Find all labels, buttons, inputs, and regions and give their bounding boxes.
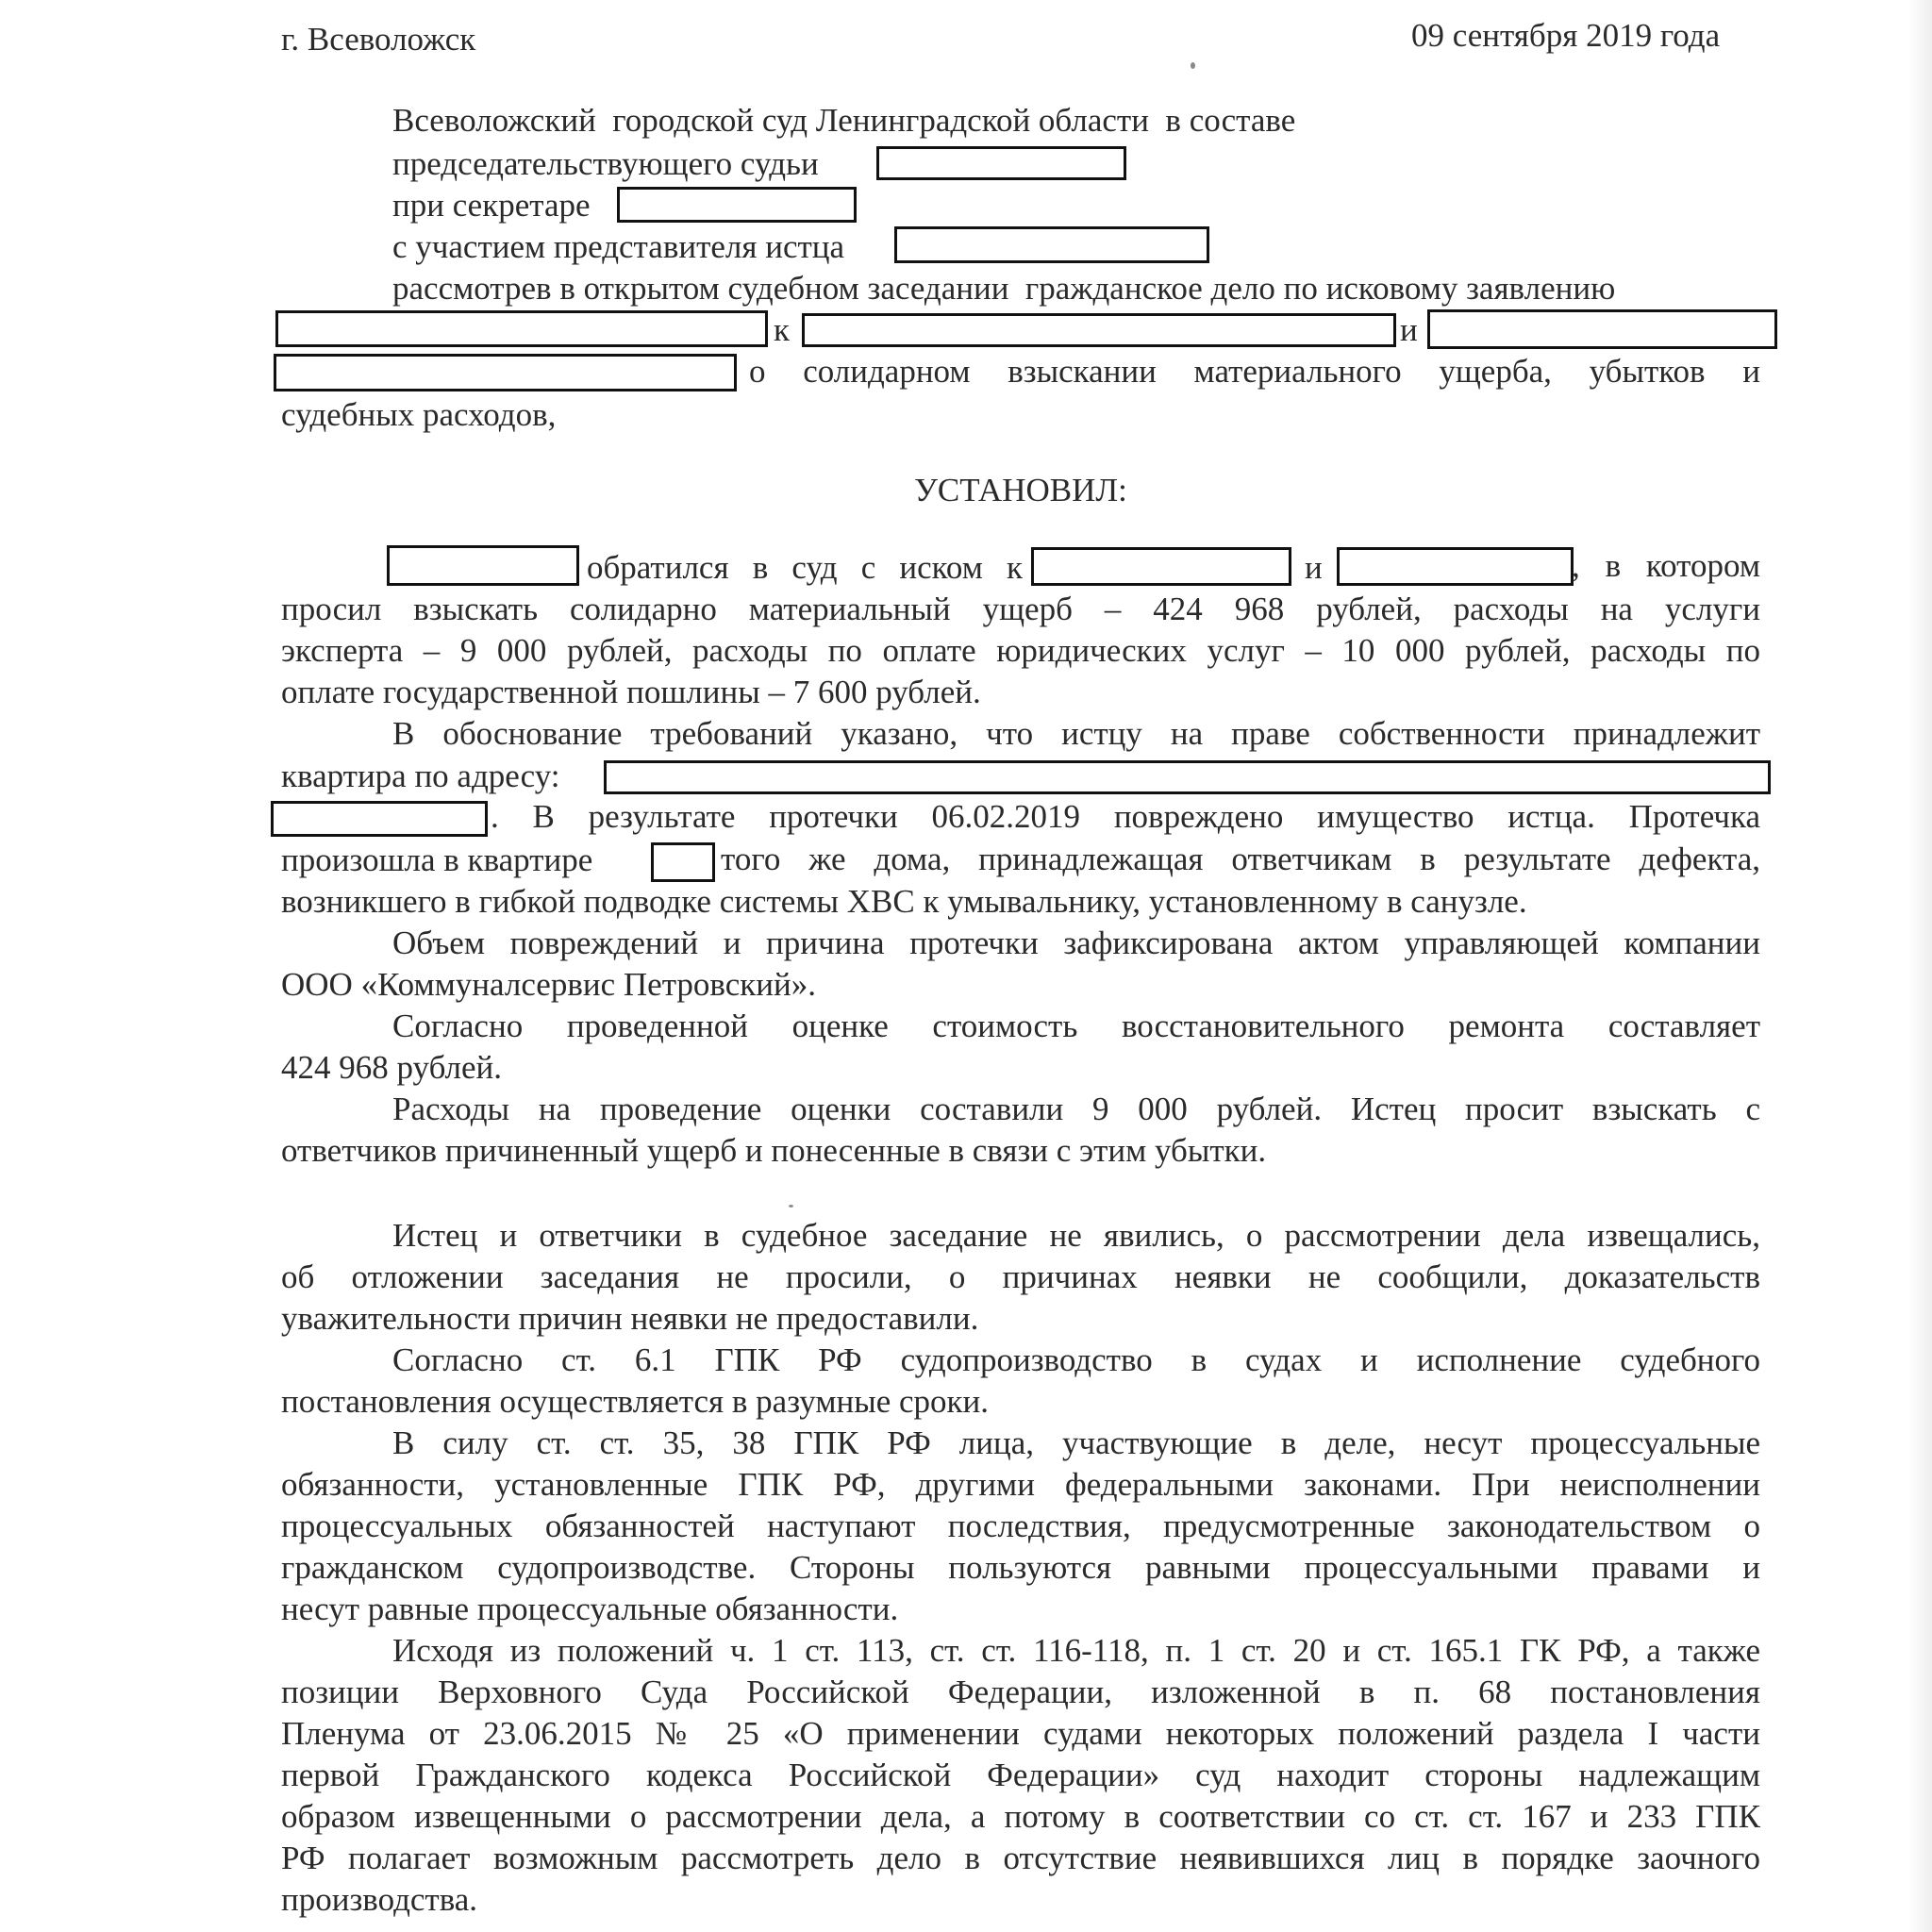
p9-line-1: Исходя из положений ч. 1 ст. 113, ст. ст. 116-118, п. 1 ст. 20 и ст. 165.1 ГК РФ, а также bbox=[392, 1632, 1760, 1669]
p8-line-1: В силу ст. ст. 35, 38 ГПК РФ лица, участвующие в деле, несут процессуальные bbox=[392, 1424, 1760, 1461]
p8-line-4: гражданском судопроизводстве. Стороны пользуются равными процессуальными правами и bbox=[281, 1549, 1760, 1586]
p8-line-5: несут равные процессуальные обязанности. bbox=[281, 1591, 899, 1627]
redacted-defendant-2-name bbox=[1427, 309, 1777, 349]
p6-line-3: уважительности причин неявки не предоставили. bbox=[281, 1300, 979, 1337]
p1-text-a: обратился в суд с иском к bbox=[587, 549, 1023, 586]
p2-line-5: возникшего в гибкой подводке системы ХВС к умывальнику, установленному в санузле. bbox=[281, 883, 1527, 920]
p2-line-2: квартира по адресу: bbox=[281, 758, 560, 794]
redacted-plaintiff-name bbox=[275, 310, 768, 347]
redacted-plaintiff-rep-name bbox=[894, 226, 1209, 263]
p1-line-2: просил взыскать солидарно материальный ущерб – 424 968 рублей, расходы на услуги bbox=[281, 591, 1760, 627]
redacted-secretary-name bbox=[617, 187, 857, 223]
section-heading: УСТАНОВИЛ: bbox=[914, 472, 1127, 508]
preposition-k: к bbox=[774, 311, 791, 348]
p1-text-b: , в котором bbox=[1572, 547, 1760, 584]
redacted-defendant-3-name bbox=[274, 354, 737, 391]
decision-date: 09 сентября 2019 года bbox=[1411, 17, 1721, 54]
p9-line-7: производства. bbox=[281, 1881, 478, 1918]
p2-line-4b: того же дома, принадлежащая ответчикам в результате дефекта, bbox=[721, 841, 1760, 877]
p7-line-2: постановления осуществляется в разумные сроки. bbox=[281, 1383, 990, 1420]
p8-line-2: обязанности, установленные ГПК РФ, другими федеральными законами. При неисполнении bbox=[281, 1466, 1760, 1503]
p1-line-3: эксперта – 9 000 рублей, расходы по оплате юридических услуг – 10 000 рублей, расходы по bbox=[281, 632, 1760, 669]
p2-line-3: . В результате протечки 06.02.2019 повреждено имущество истца. Протечка bbox=[491, 798, 1760, 835]
p9-line-3: Пленума от 23.06.2015 № 25 «О применении судами некоторых положений раздела I части bbox=[281, 1715, 1760, 1752]
p9-line-5: образом извещенными о рассмотрении дела, а потому в соответствии со ст. ст. 167 и 233 ГПК bbox=[281, 1798, 1760, 1835]
claim-subject: о солидарном взыскании материального ущерба, убытков и bbox=[749, 353, 1760, 390]
p4-line-2: 424 968 рублей. bbox=[281, 1049, 502, 1086]
redacted-defendant-1-name bbox=[802, 313, 1396, 347]
p2-line-4a: произошла в квартире bbox=[281, 841, 593, 878]
presiding-judge-label: председательствующего судьи bbox=[392, 145, 819, 182]
p6-line-2: об отложении заседания не просили, о причинах неявки не сообщили, доказательств bbox=[281, 1258, 1760, 1295]
p5-line-1: Расходы на проведение оценки составили 9 000 рублей. Истец просит взыскать с bbox=[392, 1091, 1760, 1127]
redacted-plaintiff-name-2 bbox=[387, 545, 579, 586]
redacted-property-address bbox=[604, 760, 1771, 794]
p9-line-2: позиции Верховного Суда Российской Федерации, изложенной в п. 68 постановления bbox=[281, 1674, 1760, 1710]
conjunction-i: и bbox=[1400, 311, 1418, 348]
redacted-property-address-cont bbox=[271, 801, 488, 837]
secretary-label: при секретаре bbox=[392, 187, 591, 224]
p1-conjunction: и bbox=[1305, 549, 1323, 586]
p1-line-4: оплате государственной пошлины – 7 600 рублей. bbox=[281, 674, 981, 710]
p7-line-1: Согласно ст. 6.1 ГПК РФ судопроизводство в судах и исполнение судебного bbox=[392, 1341, 1760, 1378]
redacted-defendant-name-2 bbox=[1031, 547, 1291, 586]
redacted-apartment-number bbox=[651, 842, 715, 882]
p9-line-4: первой Гражданского кодекса Российской Федерации» суд находит стороны надлежащим bbox=[281, 1757, 1760, 1793]
plaintiff-rep-label: с участием представителя истца bbox=[392, 228, 845, 265]
p9-line-6: РФ полагает возможным рассмотреть дело в отсутствие неявившихся лиц в порядке заочного bbox=[281, 1840, 1760, 1876]
p3-line-1: Объем повреждений и причина протечки зафиксирована актом управляющей компании bbox=[392, 924, 1760, 961]
p5-line-2: ответчиков причиненный ущерб и понесенные в связи с этим убытки. bbox=[281, 1132, 1267, 1169]
p2-line-1: В обоснование требований указано, что истцу на праве собственности принадлежит bbox=[392, 715, 1760, 752]
p8-line-3: процессуальных обязанностей наступают последствия, предусмотренные законодательством о bbox=[281, 1507, 1760, 1544]
case-description: рассмотрев в открытом судебном заседании гражданское дело по исковому заявлению bbox=[392, 270, 1616, 307]
p6-line-1: Истец и ответчики в судебное заседание не явились, о рассмотрении дела извещались, bbox=[392, 1217, 1760, 1254]
redacted-judge-name bbox=[876, 146, 1126, 180]
court-composition: Всеволожский городской суд Ленинградской области в составе bbox=[392, 102, 1296, 139]
claim-subject-cont: судебных расходов, bbox=[281, 396, 557, 433]
redacted-defendant-name-3 bbox=[1337, 547, 1574, 586]
city: г. Всеволожск bbox=[281, 21, 476, 58]
p4-line-1: Согласно проведенной оценке стоимость восстановительного ремонта составляет bbox=[392, 1008, 1760, 1044]
p3-line-2: ООО «Коммуналсервис Петровский». bbox=[281, 966, 816, 1003]
